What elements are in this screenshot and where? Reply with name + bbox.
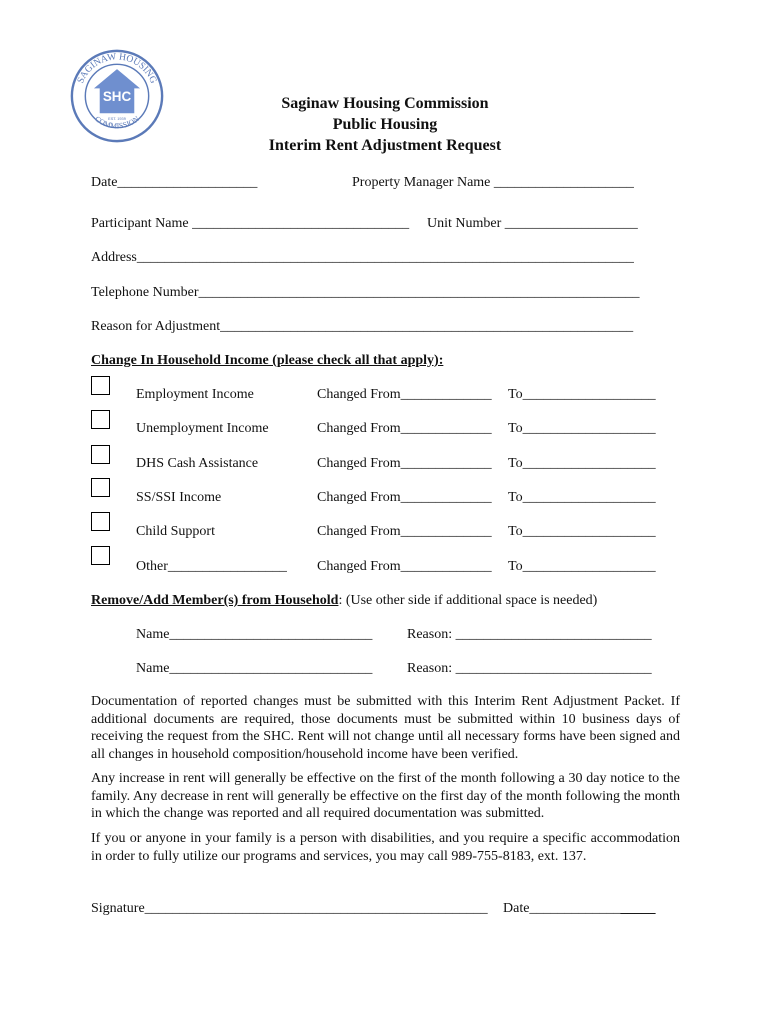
form-title: Interim Rent Adjustment Request (268, 137, 502, 154)
employment-income-checkbox[interactable] (91, 376, 110, 395)
logo-est: EST. 1939 (108, 117, 126, 122)
ss-ssi-income-checkbox[interactable] (91, 478, 110, 497)
income-section-heading: Change In Household Income (please check all that apply): (91, 353, 444, 368)
documentation-paragraph: Documentation of reported changes must be submitted with this Interim Rent Adjustment Packet. If additional documents are required, those documents must be submitted within 10 business days of receiving the request from the SHC. Rent will not change until all necessary forms have been signed and all changes in household composition/household income have been verified. (91, 694, 680, 762)
to-field[interactable]: To___________________ (508, 421, 656, 436)
program-title: Public Housing (332, 116, 438, 133)
to-field[interactable]: To___________________ (508, 524, 656, 539)
telephone-field[interactable]: Telephone Number_______________________________________________________________ (91, 285, 640, 300)
income-label: Unemployment Income (136, 421, 269, 436)
property-manager-field[interactable]: Property Manager Name ____________________ (352, 175, 634, 190)
address-field[interactable]: Address_______________________________________________________________________ (91, 250, 634, 265)
signature-date-tail: _____ (620, 901, 656, 916)
to-field[interactable]: To___________________ (508, 559, 656, 574)
member-name-field[interactable]: Name_____________________________ (136, 627, 373, 642)
logo-top-text: SAGINAW HOUSING (75, 51, 159, 86)
child-support-checkbox[interactable] (91, 512, 110, 531)
income-label: SS/SSI Income (136, 490, 222, 505)
other-income-checkbox[interactable] (91, 546, 110, 565)
income-label: DHS Cash Assistance (136, 456, 259, 471)
rent-change-paragraph: Any increase in rent will generally be effective on the first of the month following a 30 day notice to the family. Any decrease in rent will generally be effective on the first day of the month following the month in which the change was reported and all required documentation was submitted. (91, 771, 680, 821)
changed-from-field[interactable]: Changed From_____________ (317, 387, 492, 402)
dhs-cash-assistance-checkbox[interactable] (91, 445, 110, 464)
to-field[interactable]: To___________________ (508, 490, 656, 505)
member-section-heading-line (91, 592, 597, 609)
member-section-note: : (Use other side if additional space is needed) (338, 593, 598, 608)
member-reason-field[interactable]: Reason: ____________________________ (407, 661, 652, 676)
income-label: Employment Income (136, 387, 254, 402)
changed-from-field[interactable]: Changed From_____________ (317, 456, 492, 471)
member-section-heading: Remove/Add Member(s) from Household (91, 593, 339, 608)
reason-for-adjustment-field[interactable]: Reason for Adjustment___________________________________________________________ (91, 319, 634, 334)
participant-name-field[interactable]: Participant Name _______________________________ (91, 216, 410, 231)
changed-from-field[interactable]: Changed From_____________ (317, 421, 492, 436)
unit-number-field[interactable]: Unit Number ___________________ (427, 216, 638, 231)
logo-bottom-text: COMMISSION (93, 114, 141, 131)
signature-date-label: Date_____________ (503, 901, 621, 916)
changed-from-field[interactable]: Changed From_____________ (317, 524, 492, 539)
changed-from-field[interactable]: Changed From_____________ (317, 559, 492, 574)
signature-field[interactable]: Signature_________________________________________________ (91, 901, 488, 916)
income-label: Child Support (136, 524, 215, 539)
other-income-field[interactable]: Other_________________ (136, 559, 287, 574)
member-reason-field[interactable]: Reason: ____________________________ (407, 627, 652, 642)
signature-date-field[interactable] (503, 900, 655, 917)
member-name-field[interactable]: Name_____________________________ (136, 661, 373, 676)
accommodation-paragraph: If you or anyone in your family is a person with disabilities, and you require a specific accommodation in order to fully utilize our programs and services, you may call 989-755-8183, ext. 137. (91, 831, 680, 864)
unemployment-income-checkbox[interactable] (91, 410, 110, 429)
date-field[interactable]: Date____________________ (91, 175, 258, 190)
changed-from-field[interactable]: Changed From_____________ (317, 490, 492, 505)
to-field[interactable]: To___________________ (508, 456, 656, 471)
to-field[interactable]: To___________________ (508, 387, 656, 402)
agency-title: Saginaw Housing Commission (281, 95, 489, 112)
logo-initials: SHC (102, 88, 132, 104)
